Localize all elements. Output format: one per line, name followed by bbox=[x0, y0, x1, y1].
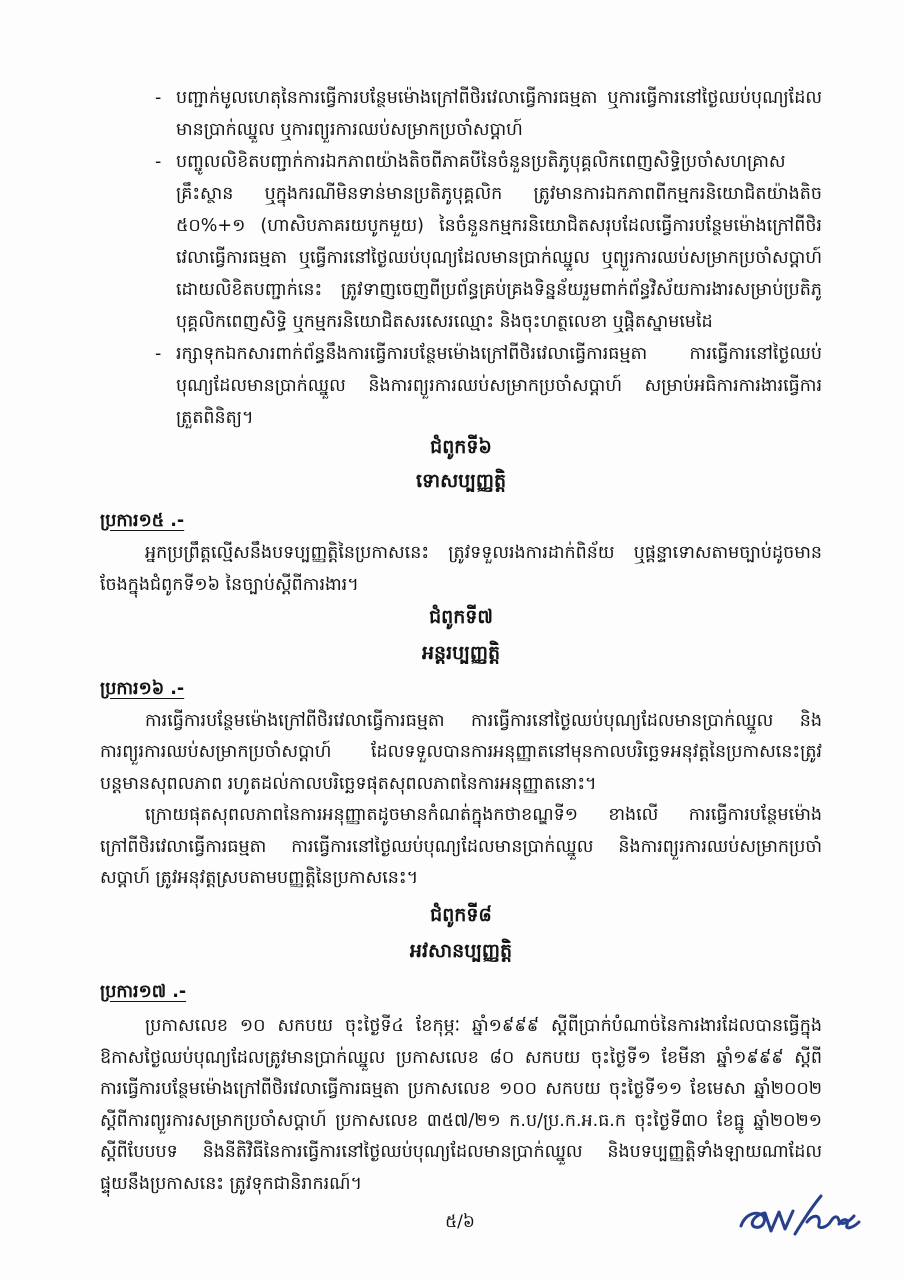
paragraph bbox=[100, 706, 822, 801]
article-label-text: ប្រការ១៧ .- bbox=[100, 982, 187, 1002]
text-line: ៥០%+១ (ហាសិបភាគរយបូកមួយ) នៃចំនួនកម្មករនិយោជិតសរុបដែលធ្វើការបន្ថែមម៉ោងក្រៅពីថិរ bbox=[176, 216, 822, 236]
bullet-marker: - bbox=[155, 88, 162, 108]
article-16 bbox=[100, 674, 822, 895]
list-item bbox=[155, 338, 822, 434]
list-item bbox=[155, 82, 822, 146]
bullet-marker: - bbox=[155, 152, 162, 172]
paragraph bbox=[100, 537, 822, 601]
text-line: ប្រកាសលេខ ១០ សកបយ ចុះថ្ងៃទី៤ ខែកុម្ភៈ ឆ្នាំ១៩៩៩ ស្តីពីប្រាក់បំណាច់នៃការងារដែលបានធ្វើក្នុង bbox=[145, 1016, 822, 1036]
chapter-title: ជំពូកទី៦ bbox=[430, 436, 492, 458]
text-line: វេលាធ្វើការធម្មតា ឬធ្វើការនៅថ្ងៃឈប់បុណ្យដែលមានប្រាក់ឈ្នួល ឬព្យួរការឈប់សម្រាកប្រចាំសប្ដាហ៍ bbox=[176, 248, 822, 268]
requirements-list bbox=[155, 82, 822, 434]
text-line: ឱកាសថ្ងៃឈប់បុណ្យដែលត្រូវមានប្រាក់ឈ្នួល ប្រកាសលេខ ៨០ សកបយ ចុះថ្ងៃទី១ ខែមីនា ឆ្នាំ១៩៩៩ ស្តីពី bbox=[100, 1047, 822, 1068]
chapter-7-heading bbox=[100, 599, 822, 671]
text-line: បុគ្គលិកពេញសិទ្ធិ ឬកម្មករនិយោជិតសរសេរឈ្មោះ និងចុះហត្ថលេខា ឬផ្តិតស្នាមមេដៃ bbox=[176, 312, 713, 332]
list-item-text bbox=[176, 146, 822, 338]
paragraph bbox=[100, 1011, 822, 1201]
text-line: ស្តីពីបែបបទ និងនីតិវិធីនៃការធ្វើការនៅថ្ងៃឈប់បុណ្យដែលមានប្រាក់ឈ្នួល និងបទប្បញ្ញត្តិទាំងឡាយណាដែល bbox=[100, 1142, 822, 1163]
list-item-text bbox=[176, 82, 822, 146]
text-line: បញ្ជាក់មូលហេតុនៃការធ្វើការបន្ថែមម៉ោងក្រៅពីថិរវេលាធ្វើការធម្មតា ឬការធ្វើការនៅថ្ងៃឈប់បុណ្យដែល bbox=[176, 88, 822, 108]
text-line: បន្តមានសុពលភាព រហូតដល់កាលបរិច្ឆេទផុតសុពលភាពនៃការអនុញ្ញាតនោះ។ bbox=[100, 773, 597, 794]
bullet-marker: - bbox=[155, 344, 162, 364]
chapter-subtitle: អន្តរប្បញ្ញត្តិ bbox=[421, 642, 501, 664]
chapter-title: ជំពូកទី៨ bbox=[430, 904, 492, 926]
list-item-text bbox=[176, 338, 822, 434]
text-line: ការព្យួរការឈប់សម្រាកប្រចាំសប្ដាហ៍ ដែលទទួលបានការអនុញ្ញាតនៅមុនកាលបរិច្ឆេទអនុវត្តនៃប្រកាសនេះត្រូវ bbox=[100, 742, 822, 762]
chapter-title: ជំពូកទី៧ bbox=[429, 606, 493, 628]
page-number: ៥/៦ bbox=[445, 1212, 475, 1232]
text-line: ក្រៅពីថិរវេលាធ្វើការធម្មតា ការធ្វើការនៅថ្ងៃឈប់បុណ្យដែលមានប្រាក់ឈ្នួល និងការព្យួរការឈប់សម្រាកប្រចាំ bbox=[100, 836, 822, 857]
list-item bbox=[155, 146, 822, 338]
article-label-text: ប្រការ១៥ .- bbox=[100, 511, 185, 531]
text-line: ត្រួតពិនិត្យ។ bbox=[176, 408, 254, 428]
article-17 bbox=[100, 976, 822, 1201]
text-line: សប្ដាហ៍ ត្រូវអនុវត្តស្របតាមបញ្ញត្តិនៃប្រកាសនេះ។ bbox=[100, 868, 419, 888]
chapter-6-heading bbox=[100, 430, 822, 498]
text-line: មានប្រាក់ឈ្នួល ឬការព្យួរការឈប់សម្រាកប្រចាំសប្ដាហ៍ bbox=[176, 120, 523, 140]
text-line: ស្តីពីការព្យួរការសម្រាកប្រចាំសប្តាហ៍ ប្រកាសលេខ ៣៥៧/២១ ក.ប/ប្រ.ក.អ.ធ.ក ចុះថ្ងៃទី៣០ ខែធ្នូ ឆ្នាំ២០២១ bbox=[100, 1110, 822, 1131]
signature bbox=[735, 1192, 865, 1242]
chapter-8-heading bbox=[100, 897, 822, 969]
text-line: ចែងក្នុងជំពូកទី១៦ នៃច្បាប់ស្តីពីការងារ។ bbox=[100, 575, 359, 595]
text-line: រក្សាទុកឯកសារពាក់ព័ន្ធនឹងការធ្វើការបន្ថែមម៉ោងក្រៅពីថិរវេលាធ្វើការធម្មតា ការធ្វើការនៅថ្ងៃឈប់ bbox=[176, 344, 822, 364]
article-label bbox=[100, 674, 822, 706]
text-line: ដោយលិខិតបញ្ជាក់នេះ ត្រូវទាញចេញពីប្រព័ន្ធគ្រប់គ្រងទិន្នន័យរួមពាក់ព័ន្ធវិស័យការងារសម្រាប់ប្រតិភូ bbox=[176, 280, 822, 300]
text-line: ការធ្វើការបន្ថែមម៉ោងក្រៅពីថិរវេលាធ្វើការធម្មតា ប្រកាសលេខ ១០០ សកបយ ចុះថ្ងៃទី១១ ខែមេសា ឆ្នាំ២០០២ bbox=[100, 1079, 822, 1100]
chapter-subtitle: ទោសប្បញ្ញត្តិ bbox=[415, 470, 507, 492]
text-line: គ្រឹះស្ថាន ឬក្នុងករណីមិនទាន់មានប្រតិភូបុគ្គលិក ត្រូវមានការឯកភាពពីកម្មករនិយោជិតយ៉ាងតិច bbox=[176, 184, 822, 204]
article-label bbox=[100, 505, 822, 537]
text-line: ការធ្វើការបន្ថែមម៉ោងក្រៅពីថិរវេលាធ្វើការធម្មតា ការធ្វើការនៅថ្ងៃឈប់បុណ្យដែលមានប្រាក់ឈ្នួល និង bbox=[145, 710, 822, 731]
article-label-text: ប្រការ១៦ .- bbox=[100, 679, 185, 699]
signature-stroke bbox=[741, 1211, 793, 1231]
chapter-subtitle: អវសានប្បញ្ញត្តិ bbox=[409, 940, 513, 962]
article-15 bbox=[100, 505, 822, 601]
text-line: បុណ្យដែលមានប្រាក់ឈ្នួល និងការព្យួរការឈប់សម្រាកប្រចាំសប្ដាហ៍ សម្រាប់អធិការការងារធ្វើការ bbox=[176, 376, 822, 396]
text-line: បញ្ចូលលិខិតបញ្ជាក់ការឯកភាពយ៉ាងតិចពីភាគបីនៃចំនួនប្រតិភូបុគ្គលិកពេញសិទ្ធិប្រចាំសហគ្រាស bbox=[176, 152, 786, 172]
text-line: ក្រោយផុតសុពលភាពនៃការអនុញ្ញាតដូចមានកំណត់ក្នុងកថាខណ្ឌទី១ ខាងលើ ការធ្វើការបន្ថែមម៉ោង bbox=[145, 805, 822, 825]
text-line: ផ្ទុយនឹងប្រកាសនេះ ត្រូវទុកជានិរាករណ៍។ bbox=[100, 1173, 363, 1194]
paragraph bbox=[100, 800, 822, 895]
text-line: អ្នកប្រព្រឹត្តល្មើសនឹងបទប្បញ្ញត្តិនៃប្រកាសនេះ ត្រូវទទួលរងការដាក់ពិន័យ ឬផ្តន្ទាទោសតាមច្បាប់ដូចមាន bbox=[145, 543, 822, 563]
article-label bbox=[100, 976, 822, 1011]
